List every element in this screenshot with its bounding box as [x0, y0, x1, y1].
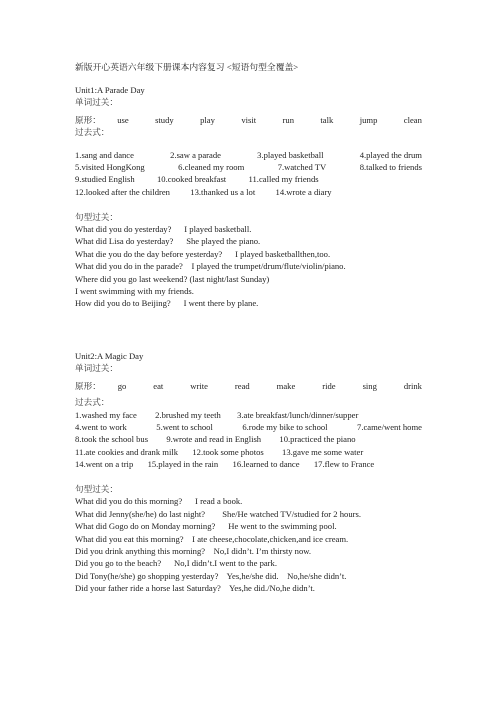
- unit-2-past-label: 过去式：: [75, 397, 110, 408]
- sentence: Did Tony(he/she) go shopping yesterday? Yes,he/she did. No,he/she didn’t.: [75, 570, 347, 581]
- phrase: 9.studied English: [75, 174, 135, 185]
- phrase: 14.wrote a diary: [275, 186, 332, 197]
- phrase-line: [75, 173, 422, 185]
- base-word: use: [117, 114, 129, 125]
- phrase: 8.talked to friends: [359, 162, 422, 173]
- phrase-line: [75, 421, 422, 433]
- phrase: 6.cleaned my room: [178, 162, 245, 173]
- sentence: What did Gogo do on Monday morning? He went to the swimming pool.: [75, 521, 337, 532]
- sentence: Where did you go last weekend? (last night/last Sunday): [75, 273, 270, 284]
- base-word: drink: [403, 380, 422, 391]
- phrase: 11.ate cookies and drank milk: [75, 446, 179, 457]
- base-word: make: [276, 380, 296, 391]
- base-word: clean: [403, 114, 422, 125]
- unit-2-sentence-heading: 句型过关：: [75, 484, 118, 495]
- base-word: visit: [241, 114, 257, 125]
- phrase: 5.visited HongKong: [75, 162, 145, 173]
- phrase: 1.washed my face: [75, 409, 137, 420]
- sentence: I went swimming with my friends.: [75, 286, 194, 297]
- unit-1-vocab-heading: 单词过关：: [75, 97, 118, 108]
- unit-1-sentence-heading: 句型过关：: [75, 211, 118, 222]
- base-word: write: [190, 380, 208, 391]
- phrase: 13.thanked us a lot: [190, 186, 256, 197]
- phrase: 9.wrote and read in English: [166, 434, 262, 445]
- phrase: 1.sang and dance: [75, 149, 134, 160]
- phrase-line: [75, 446, 422, 458]
- phrase: 15.played in the rain: [147, 459, 219, 470]
- sentence: Did you drink anything this morning? No,I didn’t. I’m thirsty now.: [75, 546, 312, 557]
- phrase-line: [75, 186, 422, 198]
- phrase-line: [75, 161, 422, 173]
- phrase: 17.flew to France: [313, 459, 375, 470]
- phrase-line: [75, 433, 422, 445]
- phrase: 6.rode my bike to school: [242, 422, 328, 433]
- phrase: 13.gave me some water: [282, 446, 364, 457]
- unit-1-past-label: 过去式：: [75, 127, 110, 138]
- phrase: 3.played basketball: [257, 149, 324, 160]
- sentence: What did you do yesterday? I played basketball.: [75, 224, 252, 235]
- sentence: What did you do in the parade? I played the trumpet/drum/flute/violin/piano.: [75, 261, 346, 272]
- phrase: 2.saw a parade: [170, 149, 221, 160]
- unit-1-title: Unit1:A Parade Day: [75, 85, 145, 95]
- base-word: ride: [322, 380, 336, 391]
- base-label: 原形：: [75, 380, 101, 391]
- phrase-line: [75, 149, 422, 161]
- document-title: 新版开心英语六年级下册课本内容复习 <短语句型全覆盖>: [75, 62, 299, 72]
- base-word: study: [155, 114, 174, 125]
- base-word: sing: [362, 380, 377, 391]
- unit-1-base-words: [75, 114, 422, 126]
- base-word: play: [200, 114, 215, 125]
- phrase: 5.went to school: [156, 422, 213, 433]
- phrase: 10.practiced the piano: [279, 434, 356, 445]
- phrase: 12.looked after the children: [75, 186, 170, 197]
- sentence: Did your father ride a horse last Saturday? Yes,he did./No,he didn’t.: [75, 583, 315, 594]
- sentence: What did Jenny(she/he) do last night? She/He watched TV/studied for 2 hours.: [75, 508, 362, 519]
- base-label: 原形：: [75, 114, 101, 125]
- unit-2-vocab-heading: 单词过关：: [75, 363, 118, 374]
- phrase: 12.took some photos: [192, 446, 264, 457]
- phrase: 7.watched TV: [277, 162, 327, 173]
- sentence: What die you do the day before yesterday? I played basketballthen,too.: [75, 248, 331, 259]
- base-word: go: [117, 380, 127, 391]
- unit-2-base-words: [75, 380, 422, 392]
- sentence: What did Lisa do yesterday? She played the piano.: [75, 236, 261, 247]
- phrase: 3.ate breakfast/lunch/dinner/supper: [237, 409, 359, 420]
- unit-2-title: Unit2:A Magic Day: [75, 351, 144, 361]
- phrase-line: [75, 458, 422, 470]
- phrase: 11.called my friends: [248, 174, 319, 185]
- phrase: 10.cooked breakfast: [157, 174, 227, 185]
- base-word: jump: [359, 114, 378, 125]
- sentence: What did you eat this morning? I ate cheese,chocolate,chicken,and ice cream.: [75, 533, 349, 544]
- phrase: 4.went to work: [75, 422, 127, 433]
- base-word: run: [282, 114, 294, 125]
- phrase: 4.played the drum: [359, 149, 422, 160]
- base-word: read: [234, 380, 250, 391]
- sentence: What did you do this morning? I read a book.: [75, 496, 243, 507]
- phrase: 7.came/went home: [357, 422, 422, 433]
- phrase: 14.went on a trip: [75, 459, 134, 470]
- sentence: How did you do to Beijing? I went there by plane.: [75, 298, 259, 309]
- base-word: talk: [320, 114, 334, 125]
- phrase: 8.took the school bus: [75, 434, 149, 445]
- phrase-line: [75, 409, 422, 421]
- base-word: eat: [153, 380, 164, 391]
- phrase: 2.brushed my teeth: [155, 409, 221, 420]
- unit-1-section: [75, 84, 422, 310]
- sentence: Did you go to the beach? No,I didn’t.I went to the park.: [75, 558, 277, 569]
- phrase: 16.learned to dance: [232, 459, 300, 470]
- unit-2-section: [75, 350, 422, 595]
